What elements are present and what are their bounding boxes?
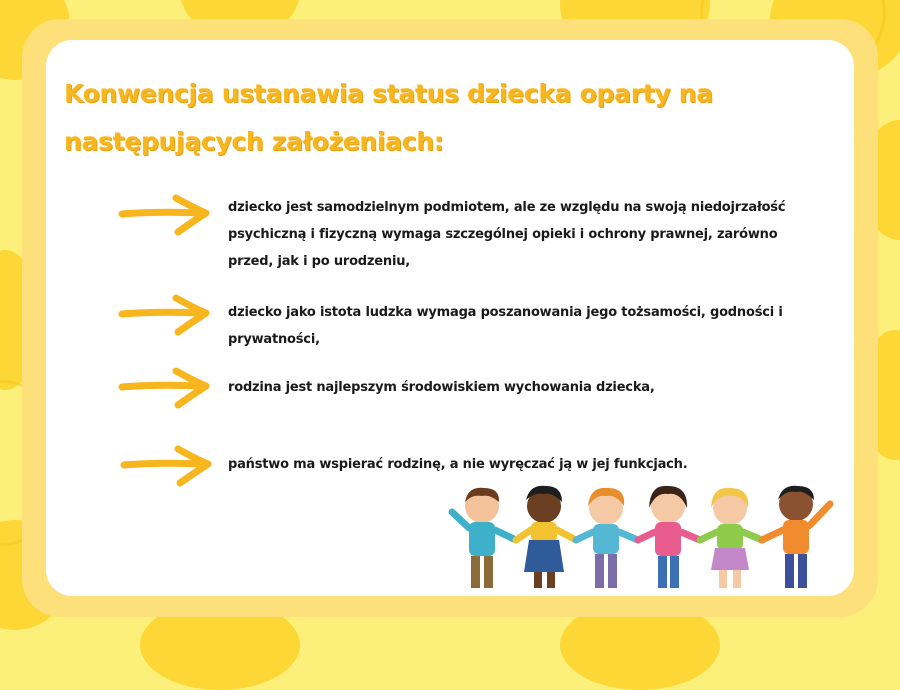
arrow-right-icon bbox=[118, 292, 214, 336]
arrow-right-icon bbox=[118, 365, 214, 409]
list-item: dziecko jako istota ludzka wymaga poszanowania jego tożsamości, godności i prywatności, bbox=[228, 305, 783, 347]
list-item: rodzina jest najlepszym środowiskiem wychowania dziecka, bbox=[228, 380, 655, 395]
arrow-right-icon bbox=[118, 192, 214, 236]
list-item: dziecko jest samodzielnym podmiotem, ale ze względu na swoją niedojrzałość psychiczną i fizyczną wymaga szczególnej opieki i ochrony prawnej, zarówno przed, jak i po urodzeniu, bbox=[228, 200, 786, 269]
arrow-right-icon bbox=[120, 443, 216, 487]
children-holding-hands-illustration bbox=[446, 480, 854, 596]
page-title: Konwencja ustanawia status dziecka oparty na następujących założeniach: bbox=[64, 79, 713, 156]
list-item: państwo ma wspierać rodzinę, a nie wyręczać ją w jej funkcjach. bbox=[228, 457, 688, 472]
content-card bbox=[46, 40, 854, 596]
